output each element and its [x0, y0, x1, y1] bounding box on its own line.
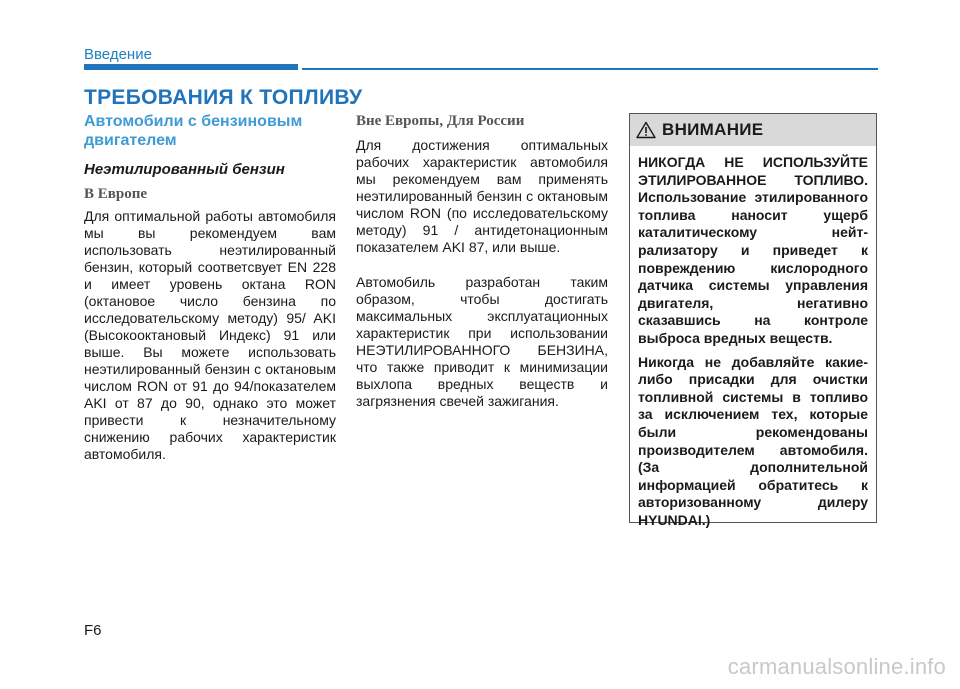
warning-title: ВНИМАНИЕ [662, 120, 764, 139]
subheading-gasoline-engines: Автомобили с бензиновым двигателем [84, 113, 303, 149]
warning-triangle-icon [636, 121, 656, 139]
warning-body [630, 146, 876, 529]
paragraph-europe: Для оптимальной работы автомобиля мы вы рекомендуем вам использовать неэтилированный бензин, который соответсвует EN 228 и имеет уровень октана RON (октановое число бензина по исследовательскому методу) 95/ AKI (Высокооктановый Индекс) 91 или выше. Вы можете использовать неэтилированный бензин с октановым числом RON от 91 до 94/показателем AKI от 87 до 90, однако это может привести к незначительному снижению рабочих характеристик автомобиля. [84, 208, 336, 462]
page-title: ТРЕБОВАНИЯ К ТОПЛИВУ [84, 86, 363, 109]
header-rule-thin [302, 68, 878, 70]
header-rule-thick [84, 64, 298, 70]
paragraph-design-note: Автомобиль разработан таким образом, чтобы достигать максимальных эксплуатационных характеристик при использовании НЕЭТИЛИРОВАННОГО БЕНЗИНА, что также приводит к минимизации выхлопа вредных веществ и загрязнения свечей зажигания. [356, 274, 608, 409]
warning-box [629, 113, 877, 528]
section-label: Введение [84, 46, 152, 63]
page-number: F6 [84, 622, 102, 639]
heading-europe: В Европе [84, 186, 148, 202]
watermark: carmanualsonline.info [727, 654, 946, 679]
middle-column [356, 112, 608, 410]
warning-header [630, 114, 876, 146]
heading-unleaded-gasoline: Неэтилированный бензин [84, 161, 285, 178]
paragraph-octane-recommendation: Для достижения оптимальных рабочих характеристик автомобиля мы рекомендуем вам применять неэтилированный бензин с октановым числом RON (по исследовательскому методу) 91 / антидетонационным показателем AKI 87, или выше. [356, 137, 608, 255]
left-column [84, 112, 336, 463]
warning-paragraph-leaded-fuel: НИКОГДА НЕ ИСПОЛЬЗУЙТЕ ЭТИЛИРОВАННОЕ ТОПЛИВО. Использование этилированного топлива наносит ущерб каталитическому нейт-рализатору и приведет к повреждению кислородного датчика системы управления двигателя, негативно сказавшись на контроле выброса вредных веществ. [638, 154, 868, 346]
heading-outside-europe: Вне Европы, Для России [356, 113, 525, 129]
warning-paragraph-additives: Никогда не добавляйте какие-либо присадки для очистки топливной системы в топливо за исключением тех, которые были рекомендованы производителем автомобиля. (За дополнительной информацией обратитесь к авторизованному дилеру HYUNDAI.) [638, 353, 868, 528]
